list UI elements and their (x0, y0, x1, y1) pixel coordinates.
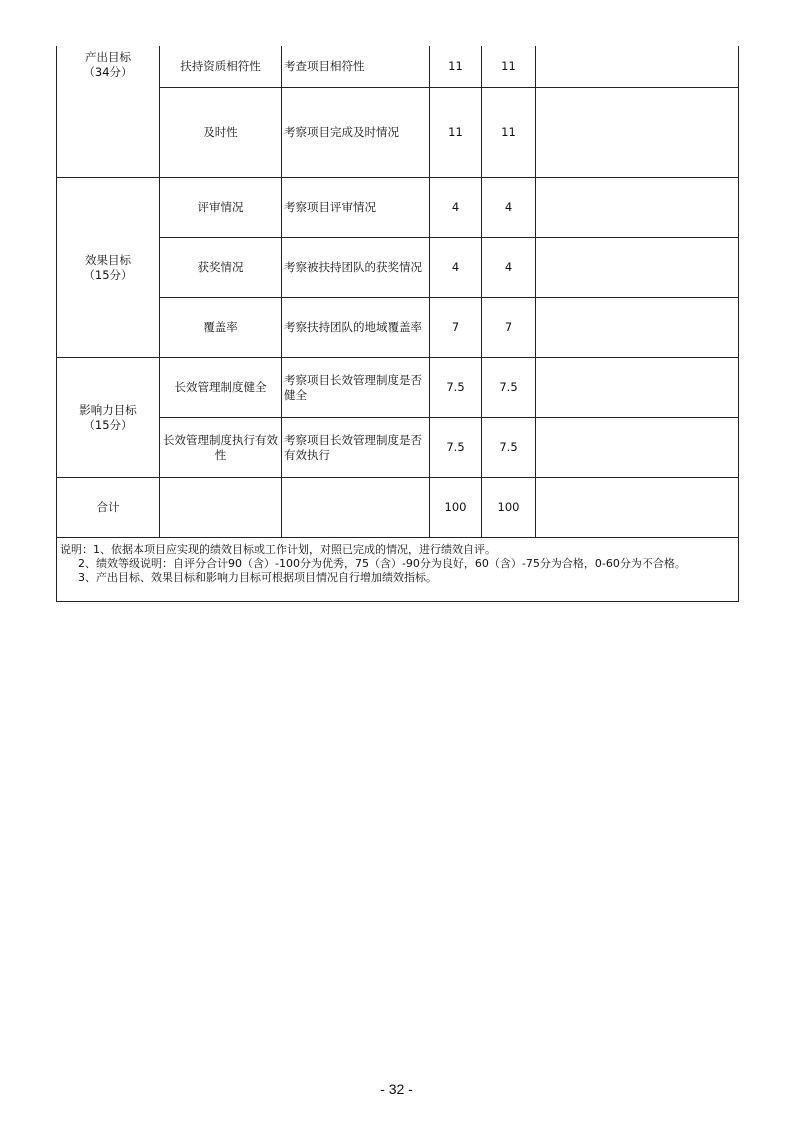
self-score-cell: 11 (482, 88, 536, 178)
notes-cell (57, 538, 739, 602)
total-indicator-cell (160, 478, 282, 538)
total-weight: 100 (430, 478, 482, 538)
table-row (57, 418, 739, 478)
self-score-cell: 4 (482, 238, 536, 298)
total-remark-cell (536, 478, 739, 538)
notes-row (57, 538, 739, 602)
total-self-score: 100 (482, 478, 536, 538)
total-description-cell (282, 478, 430, 538)
description-cell: 考察扶持团队的地域覆盖率 (282, 298, 430, 358)
weight-cell: 7.5 (430, 358, 482, 418)
description-cell: 考察项目评审情况 (282, 178, 430, 238)
indicator-cell: 扶持资质相符性 (160, 46, 282, 88)
self-score-cell: 7.5 (482, 418, 536, 478)
description-cell: 考查项目相符性 (282, 46, 430, 88)
self-score-cell: 7 (482, 298, 536, 358)
table-row (57, 298, 739, 358)
remark-cell (536, 358, 739, 418)
indicator-cell: 长效管理制度执行有效性 (160, 418, 282, 478)
note-line: 2、绩效等级说明：自评分合计90（含）-100分为优秀，75（含）-90分为良好，60（含）-75分为合格，0-60分为不合格。 (78, 557, 686, 570)
dimension-score: （15分） (83, 267, 133, 282)
indicator-cell: 获奖情况 (160, 238, 282, 298)
dimension-name: 产出目标 (85, 50, 131, 64)
table-row (57, 238, 739, 298)
remark-cell (536, 298, 739, 358)
weight-cell: 7.5 (430, 418, 482, 478)
dimension-score: （34分） (83, 65, 133, 79)
note-line: 3、产出目标、效果目标和影响力目标可根据项目情况自行增加绩效指标。 (78, 571, 437, 584)
dimension-cell-influence (57, 358, 160, 478)
remark-cell (536, 46, 739, 88)
dimension-name: 影响力目标 (79, 402, 137, 417)
weight-cell: 4 (430, 178, 482, 238)
dimension-cell-output (57, 46, 160, 178)
remark-cell (536, 238, 739, 298)
description-cell: 考察被扶持团队的获奖情况 (282, 238, 430, 298)
indicator-cell: 长效管理制度健全 (160, 358, 282, 418)
table-row (57, 358, 739, 418)
description-cell: 考察项目长效管理制度是否健全 (282, 358, 430, 418)
remark-cell (536, 88, 739, 178)
dimension-cell-effect (57, 178, 160, 358)
total-label: 合计 (57, 478, 160, 538)
table-row (57, 46, 739, 88)
performance-evaluation-table (56, 46, 739, 602)
weight-cell: 11 (430, 46, 482, 88)
indicator-cell: 覆盖率 (160, 298, 282, 358)
weight-cell: 4 (430, 238, 482, 298)
page-number: - 32 - (380, 1081, 413, 1097)
self-score-cell: 4 (482, 178, 536, 238)
table-row (57, 88, 739, 178)
dimension-name: 效果目标 (85, 252, 131, 267)
remark-cell (536, 418, 739, 478)
remark-cell (536, 178, 739, 238)
self-score-cell: 7.5 (482, 358, 536, 418)
weight-cell: 11 (430, 88, 482, 178)
self-score-cell: 11 (482, 46, 536, 88)
description-cell: 考察项目完成及时情况 (282, 88, 430, 178)
note-line: 说明：1、依据本项目应实现的绩效目标或工作计划，对照已完成的情况，进行绩效自评。 (60, 543, 496, 556)
table-row (57, 178, 739, 238)
indicator-cell: 评审情况 (160, 178, 282, 238)
description-cell: 考察项目长效管理制度是否有效执行 (282, 418, 430, 478)
total-row (57, 478, 739, 538)
dimension-score: （15分） (83, 417, 133, 432)
indicator-cell: 及时性 (160, 88, 282, 178)
weight-cell: 7 (430, 298, 482, 358)
